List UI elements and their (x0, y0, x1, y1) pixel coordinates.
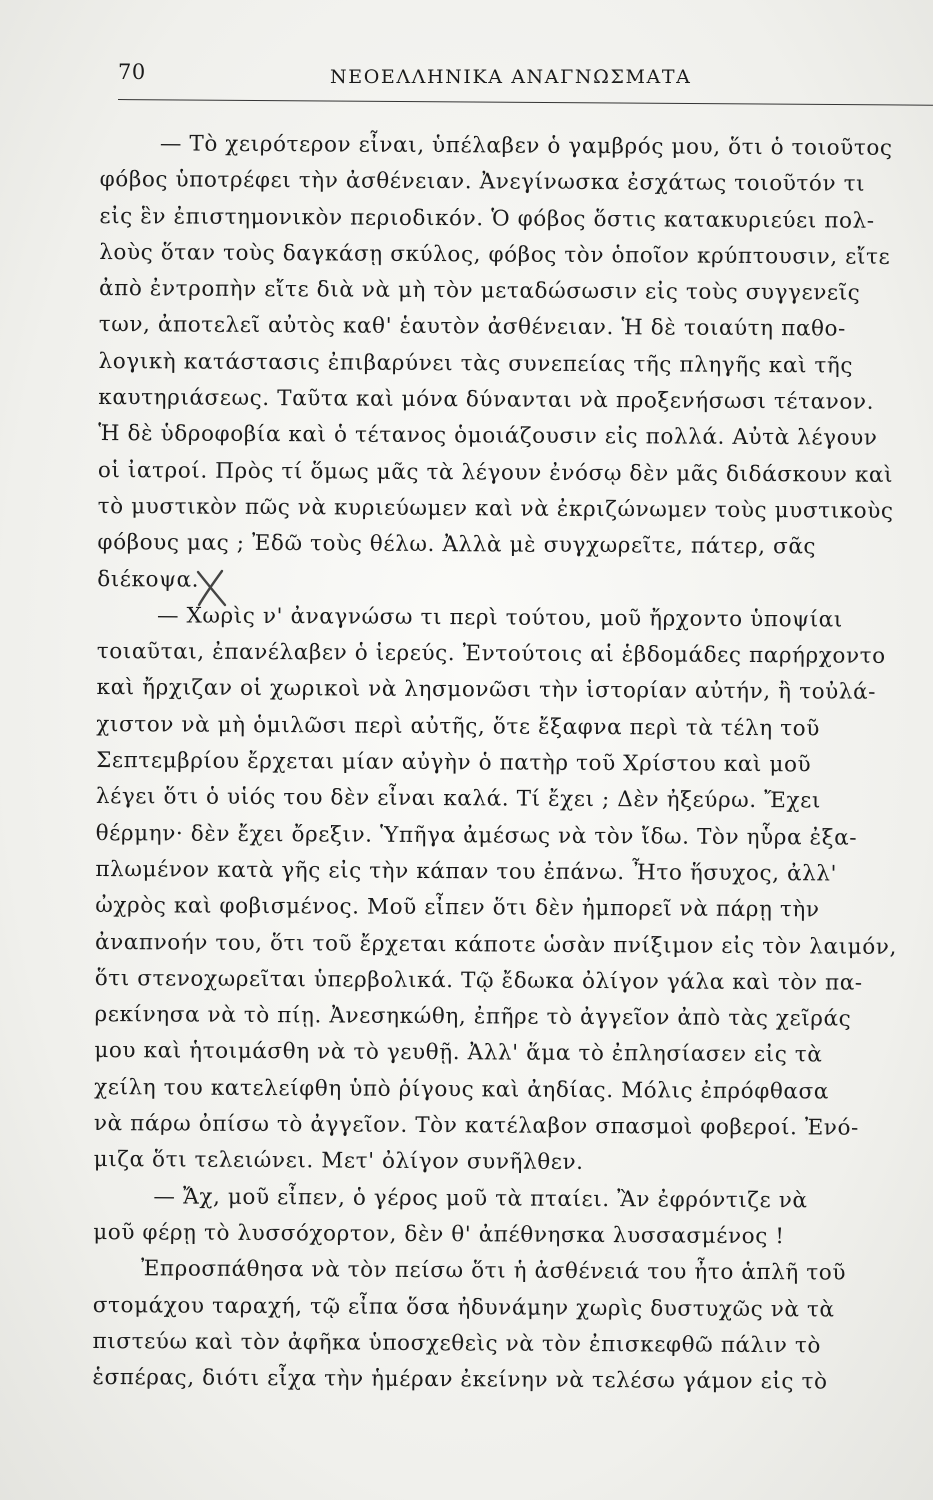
text-line: ὠχρὸς καὶ φοβισμένος. Μοῦ εἶπεν ὅτι δὲν ἠμπορεῖ νὰ πάρῃ τὴν (95, 893, 820, 923)
text-line: λοὺς ὅταν τοὺς δαγκάσῃ σκύλος, φόβος τὸν ὁποῖον κρύπτουσιν, εἴτε (99, 239, 891, 270)
text-line: στομάχου ταραχή, τῷ εἶπα ὅσα ἠδυνάμην χωρὶς δυστυχῶς νὰ τὰ (92, 1292, 835, 1323)
text-line: — Χωρὶς ν' ἀναγνώσω τι περὶ τούτου, μοῦ ἤρχοντο ὑποψίαι (156, 603, 843, 633)
text-line: πιστεύω καὶ τὸν ἀφῆκα ὑποσχεθεὶς νὰ τὸν ἐπισκεφθῶ πάλιν τὸ (92, 1328, 822, 1359)
text-line: τὸ μυστικὸν πῶς νὰ κυριεύωμεν καὶ νὰ ἐκριζώνωμεν τοὺς μυστικοὺς (97, 493, 894, 524)
text-line: φόβους μας ; Ἐδῶ τοὺς θέλω. Ἀλλὰ μὲ συγχωρεῖτε, πάτερ, σᾶς (97, 530, 817, 560)
text-line: ὅτι στενοχωρεῖται ὑπερβολικά. Τῷ ἔδωκα ὀλίγον γάλα καὶ τὸν πα- (94, 965, 863, 996)
text-line: καὶ ἤρχιζαν οἱ χωρικοὶ νὰ λησμονῶσι τὴν ἱστορίαν αὐτήν, ἢ τοὐλά- (96, 675, 877, 706)
text-line: οἱ ἰατροί. Πρὸς τί ὅμως μᾶς τὰ λέγουν ἐνόσῳ δὲν μᾶς διδάσκουν καὶ (97, 457, 894, 488)
header-rule (118, 99, 933, 106)
text-line: Ἐπροσπάθησα νὰ τὸν πείσω ὅτι ἡ ἀσθένειά του ἦτο ἁπλῆ τοῦ (140, 1256, 847, 1286)
handwritten-x-mark (192, 568, 230, 608)
text-line: ἀπὸ ἐντροπὴν εἴτε διὰ νὰ μὴ τὸν μεταδώσωσιν εἰς τοὺς συγγενεῖς (98, 276, 861, 306)
text-line: Σεπτεμβρίου ἔρχεται μίαν αὐγὴν ὁ πατὴρ τοῦ Χρίστου καὶ μοῦ (96, 748, 812, 778)
text-line: λέγει ὅτι ὁ υἱός του δὲν εἶναι καλά. Τί ἔχει ; Δὲν ἠξεύρω. Ἔχει (95, 784, 821, 814)
text-line: μοῦ φέρῃ τὸ λυσσόχορτον, δὲν θ' ἀπέθνησκα λυσσασμένος ! (93, 1219, 785, 1250)
text-line: χιστον νὰ μὴ ὁμιλῶσι περὶ αὐτῆς, ὅτε ἔξαφνα περὶ τὰ τέλη τοῦ (96, 711, 820, 742)
page-number: 70 (118, 60, 146, 84)
body-text (92, 126, 933, 1401)
text-line: ρεκίνησα νὰ τὸ πίῃ. Ἀνεσηκώθη, ἐπῆρε τὸ ἀγγεῖον ἀπὸ τὰς χεῖράς (94, 1002, 852, 1032)
text-line: θέρμην· δὲν ἔχει ὄρεξιν. Ὑπῆγα ἀμέσως νὰ τὸν ἴδω. Τὸν ηὗρα ἐξα- (95, 820, 858, 851)
text-line: λογικὴ κατάστασις ἐπιβαρύνει τὰς συνεπείας τῆς πληγῆς καὶ τῆς (98, 348, 854, 379)
text-line: Ἡ δὲ ὑδροφοβία καὶ ὁ τέτανος ὁμοιάζουσιν εἰς πολλά. Αὐτὰ λέγουν (98, 421, 878, 452)
text-line: χείλη του κατελείφθη ὑπὸ ῥίγους καὶ ἀηδίας. Μόλις ἐπρόφθασα (94, 1074, 830, 1105)
text-line: των, ἀποτελεῖ αὐτὸς καθ' ἑαυτὸν ἀσθένειαν. Ἡ δὲ τοιαύτη παθο- (98, 312, 847, 343)
text-line: διέκοψα. (97, 566, 200, 593)
text-line: — Ἄχ, μοῦ εἶπεν, ὁ γέρος μοῦ τὰ πταίει. Ἂν ἐφρόντιζε νὰ (153, 1183, 808, 1213)
text-line: νὰ πάρω ὀπίσω τὸ ἀγγεῖον. Τὸν κατέλαβον σπασμοὶ φοβεροί. Ἐνό- (93, 1110, 859, 1141)
text-line: ἀναπνοήν του, ὅτι τοῦ ἔρχεται κάποτε ὡσὰν πνίξιμον εἰς τὸν λαιμόν, (94, 929, 897, 960)
text-line: ἑσπέρας, διότι εἶχα τὴν ἡμέραν ἐκείνην νὰ τελέσω γάμον εἰς τὸ (92, 1365, 828, 1395)
text-line: πλωμένον κατὰ γῆς εἰς τὴν κάπαν του ἐπάνω. Ἦτο ἥσυχος, ἀλλ' (95, 856, 838, 887)
text-line: — Τὸ χειρότερον εἶναι, ὑπέλαβεν ὁ γαμβρός μου, ὅτι ὁ τοιοῦτος (159, 131, 893, 161)
page-header (118, 60, 928, 94)
text-line: μιζα ὅτι τελειώνει. Μετ' ὀλίγον συνῆλθεν. (93, 1147, 584, 1176)
text-line: μου καὶ ἡτοιμάσθη νὰ τὸ γευθῇ. Ἀλλ' ἅμα τὸ ἐπλησίασεν εἰς τὰ (94, 1038, 823, 1068)
text-line: εἰς ἓν ἐπιστημονικὸν περιοδικόν. Ὁ φόβος ὅστις κατακυριεύει πολ- (99, 203, 875, 234)
text-line: τοιαῦται, ἐπανέλαβεν ὁ ἱερεύς. Ἐντούτοις αἱ ἑβδομάδες παρήρχοντο (96, 639, 886, 669)
text-line: φόβος ὑποτρέφει τὴν ἀσθένειαν. Ἀνεγίνωσκα ἐσχάτως τοιοῦτόν τι (99, 167, 866, 197)
running-head: ΝΕΟΕΛΛΗΝΙΚΑ ΑΝΑΓΝΩΣΜΑΤΑ (330, 66, 692, 88)
text-line: καυτηριάσεως. Ταῦτα καὶ μόνα δύνανται νὰ προξενήσωσι τέτανον. (98, 385, 875, 415)
